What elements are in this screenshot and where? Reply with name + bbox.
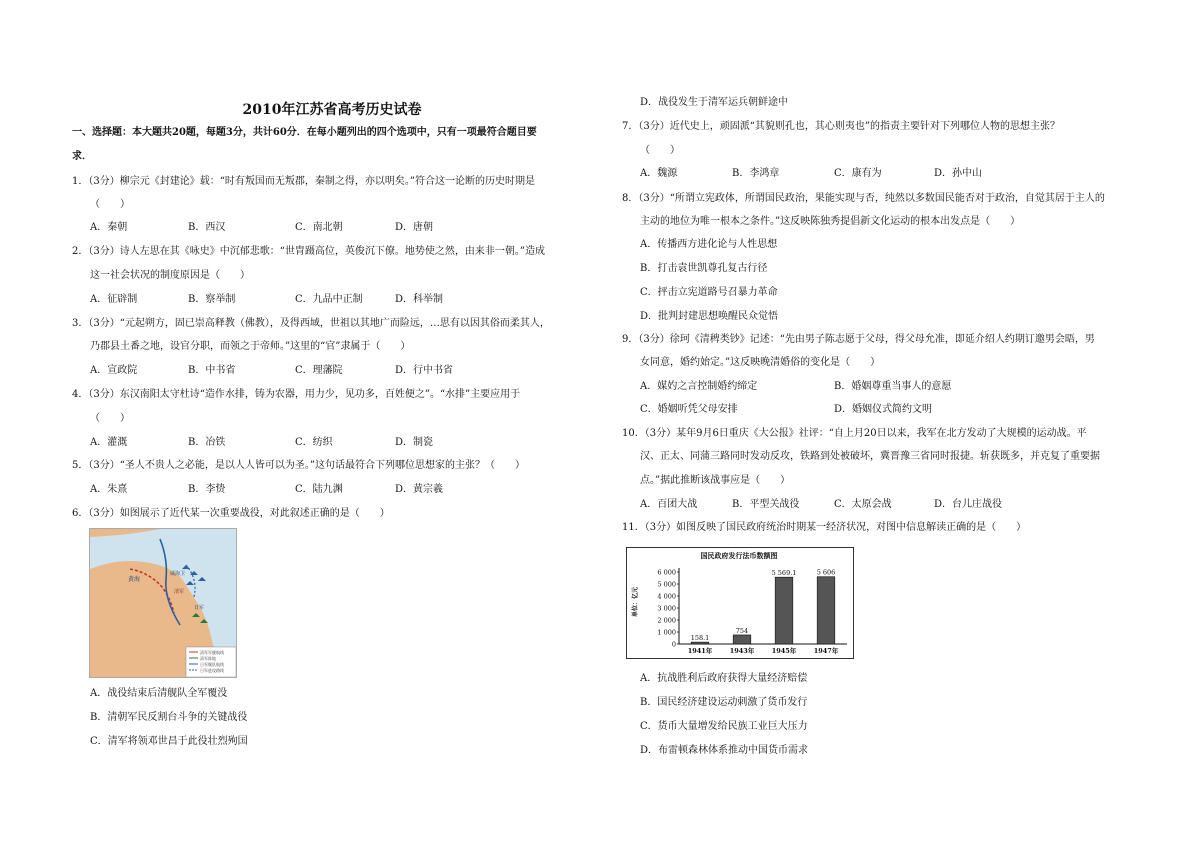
y-tick-label: 6 000 bbox=[657, 568, 676, 577]
question-3-stem-cont: 乃郡县土番之地，设官分职，而领之于帝师。”这里的“官”隶属于（ ） bbox=[90, 341, 411, 352]
legend-3: 日军舰队航线 bbox=[200, 662, 224, 667]
option-d[interactable]: D．婚姻仪式简约文明 bbox=[834, 404, 933, 415]
option-b[interactable]: B．李贽 bbox=[188, 484, 226, 495]
question-3-stem: 3．（3分）“元起朔方，固已崇高释教（佛教），及得西域，世祖以其地广而险远，…思有以因其俗而柔其人， bbox=[72, 318, 550, 329]
x-tick-label: 1947年 bbox=[813, 647, 839, 655]
option-b[interactable]: B．冶铁 bbox=[188, 437, 226, 448]
option-d[interactable]: D．行中书省 bbox=[395, 365, 454, 376]
y-tick-label: 4 000 bbox=[657, 592, 676, 601]
y-tick-label: 5 000 bbox=[657, 580, 676, 589]
option-a[interactable]: A．百团大战 bbox=[640, 499, 698, 510]
page-title: 2010年江苏省高考历史试卷 bbox=[242, 102, 422, 118]
question-7-stem-cont: （ ） bbox=[640, 145, 680, 156]
question-2-stem-cont: 这一社会状况的制度原因是（ ） bbox=[90, 270, 250, 281]
map-label-qing: 清军 bbox=[174, 589, 185, 595]
option-c[interactable]: C．陆九渊 bbox=[295, 484, 343, 495]
option-a[interactable]: A．媒妁之言控制婚约缔定 bbox=[640, 381, 758, 392]
option-d[interactable]: D．黄宗羲 bbox=[395, 484, 444, 495]
question-1-stem-cont: （ ） bbox=[90, 199, 130, 210]
option-c[interactable]: C．康有为 bbox=[834, 168, 882, 179]
question-2-stem: 2．（3分）诗人左思在其《咏史》中沉郁悲歌：“世胄蹑高位，英俊沉下僚。地势使之然，由来非一朝。”造成 bbox=[72, 246, 545, 257]
y-tick-label: 2 000 bbox=[657, 616, 676, 625]
question-10-stem: 10．（3分）某年9月6日重庆《大公报》社评：“自上月20日以来，我军在北方发动了大规模的运动战。平 bbox=[622, 428, 1087, 439]
bar bbox=[733, 635, 751, 644]
legend-1: 清军军舰航线 bbox=[200, 650, 224, 655]
question-4-stem-cont: （ ） bbox=[90, 413, 130, 424]
legend-4: 日军进攻路线 bbox=[200, 668, 224, 673]
question-4-stem: 4．（3分）东汉南阳太守杜诗“造作水排，铸为农器，用力少，见功多，百姓便之”。“水排”主要应用于 bbox=[72, 389, 521, 400]
question-8-option-b[interactable]: B．打击袁世凯尊孔复古行径 bbox=[640, 263, 768, 274]
data-label: 5 606 bbox=[816, 568, 836, 577]
option-a[interactable]: A．秦朝 bbox=[90, 222, 128, 233]
question-11-option-a[interactable]: A．抗战胜利后政府获得大量经济赔偿 bbox=[640, 673, 808, 684]
chart-svg bbox=[627, 548, 852, 657]
question-6-option-a[interactable]: A．战役结束后清舰队全军覆没 bbox=[90, 688, 228, 699]
question-6-stem: 6．（3分）如图展示了近代某一次重要战役，对此叙述正确的是（ ） bbox=[72, 508, 390, 519]
x-tick-label: 1943年 bbox=[729, 647, 755, 655]
option-d[interactable]: D．科举制 bbox=[395, 294, 444, 305]
question-6-option-b[interactable]: B．清朝军民反割台斗争的关键战役 bbox=[90, 712, 248, 723]
map-label-port: 威海卫 bbox=[170, 571, 186, 577]
option-b[interactable]: B．李鸿章 bbox=[732, 168, 780, 179]
option-a[interactable]: A．魏源 bbox=[640, 168, 678, 179]
question-10-stem-cont: 汉、正太、同蒲三路同时发动反攻，铁路到处被破坏，冀晋豫三省同时报捷。斩获既多，并克复了重要据 bbox=[640, 451, 1100, 462]
question-11-option-b[interactable]: B．国民经济建设运动刺激了货币发行 bbox=[640, 697, 808, 708]
option-c[interactable]: C．理藩院 bbox=[295, 365, 343, 376]
question-8-stem-cont: 主动的地位为唯一根本之条件。”这反映陈独秀提倡新文化运动的根本出发点是（ ） bbox=[640, 216, 1021, 227]
option-b[interactable]: B．西汉 bbox=[188, 222, 226, 233]
question-1-stem: 1．（3分）柳宗元《封建论》载：“时有叛国而无叛郡，秦制之得，亦以明矣。”符合这一论断的历史时期是 bbox=[72, 176, 535, 187]
question-11-stem: 11．（3分）如图反映了国民政府统治时期某一经济状况，对图中信息解读正确的是（ ） bbox=[622, 522, 1027, 533]
option-a[interactable]: A．征辟制 bbox=[90, 294, 138, 305]
question-8-option-d[interactable]: D．批判封建思想唤醒民众觉悟 bbox=[640, 311, 779, 322]
question-8-option-c[interactable]: C．抨击立宪道路号召暴力革命 bbox=[640, 287, 778, 298]
section-heading-cont: 求． bbox=[72, 151, 92, 162]
y-tick-label: 3 000 bbox=[657, 604, 676, 613]
section-heading: 一、选择题：本大题共20题，每题3分，共计60分．在每小题列出的四个选项中，只有一项最符合题目要 bbox=[72, 127, 537, 138]
y-tick-label: 0 bbox=[671, 640, 676, 649]
question-9-stem: 9．（3分）徐珂《清稗类钞》记述：“先由男子陈志愿于父母，得父母允准，即延介绍人约期订邀男会晤，男 bbox=[622, 334, 1095, 345]
currency-chart bbox=[626, 547, 854, 659]
option-d[interactable]: D．孙中山 bbox=[934, 168, 983, 179]
data-label: 5 569.1 bbox=[771, 569, 797, 578]
data-label: 754 bbox=[735, 626, 749, 635]
option-b[interactable]: B．中书省 bbox=[188, 365, 236, 376]
bar bbox=[775, 577, 793, 644]
data-label: 158.1 bbox=[690, 634, 710, 643]
option-a[interactable]: A．灌溉 bbox=[90, 437, 128, 448]
x-tick-label: 1941年 bbox=[687, 647, 713, 655]
y-tick-label: 1 000 bbox=[657, 628, 676, 637]
option-b[interactable]: B．察举制 bbox=[188, 294, 236, 305]
option-c[interactable]: C．纺织 bbox=[295, 437, 333, 448]
x-tick-label: 1945年 bbox=[771, 647, 797, 655]
option-c[interactable]: C．婚姻听凭父母安排 bbox=[640, 404, 738, 415]
chart-title: 国民政府发行法币数额图 bbox=[700, 551, 778, 560]
option-c[interactable]: C．南北朝 bbox=[295, 222, 343, 233]
option-c[interactable]: C．太原会战 bbox=[834, 499, 892, 510]
option-c[interactable]: C．九品中正制 bbox=[295, 294, 363, 305]
question-11-option-d[interactable]: D．布雷顿森林体系推动中国货币需求 bbox=[640, 745, 809, 756]
option-a[interactable]: A．朱熹 bbox=[90, 484, 128, 495]
question-7-stem: 7．（3分）近代史上，顽固派“其貌则孔也，其心则夷也”的指责主要针对下列哪位人物的思想主张？ bbox=[622, 121, 1060, 132]
question-5-stem: 5．（3分）“圣人不贵人之必能，是以人人皆可以为圣。”这句话最符合下列哪位思想家的主张？（ ） bbox=[72, 460, 525, 471]
option-a[interactable]: A．宣政院 bbox=[90, 365, 138, 376]
bar bbox=[691, 642, 709, 644]
question-9-stem-cont: 女同意，婚约始定。”这反映晚清婚俗的变化是（ ） bbox=[640, 357, 881, 368]
option-b[interactable]: B．平型关战役 bbox=[732, 499, 800, 510]
question-11-option-c[interactable]: C．货币大量增发给民族工业巨大压力 bbox=[640, 721, 808, 732]
question-8-option-a[interactable]: A．传播西方进化论与人性思想 bbox=[640, 239, 778, 250]
option-d[interactable]: D．制瓷 bbox=[395, 437, 434, 448]
option-d[interactable]: D．唐朝 bbox=[395, 222, 434, 233]
battle-map bbox=[89, 528, 237, 678]
question-6-option-d[interactable]: D．战役发生于清军运兵朝鲜途中 bbox=[640, 97, 789, 108]
question-8-stem: 8．（3分）“所谓立宪政体，所谓国民政治，果能实现与否，纯然以多数国民能否对于政治，自觉其居于主人的 bbox=[622, 193, 1105, 204]
battle-map-drawing bbox=[90, 529, 237, 678]
legend-2: 清军阵地 bbox=[200, 656, 216, 661]
question-6-option-c[interactable]: C．清军将领邓世昌于此役壮烈殉国 bbox=[90, 736, 248, 747]
question-10-stem-cont2: 点。”据此推断该战事应是（ ） bbox=[640, 475, 791, 486]
map-label-sea: 黄海 bbox=[128, 576, 141, 583]
bar bbox=[817, 577, 835, 644]
option-d[interactable]: D．台儿庄战役 bbox=[934, 499, 1003, 510]
map-label-jp: 日军 bbox=[194, 605, 205, 611]
chart-y-label: 单位：亿元 bbox=[632, 586, 639, 618]
option-b[interactable]: B．婚姻尊重当事人的意愿 bbox=[834, 381, 952, 392]
chart-bars bbox=[688, 569, 839, 655]
